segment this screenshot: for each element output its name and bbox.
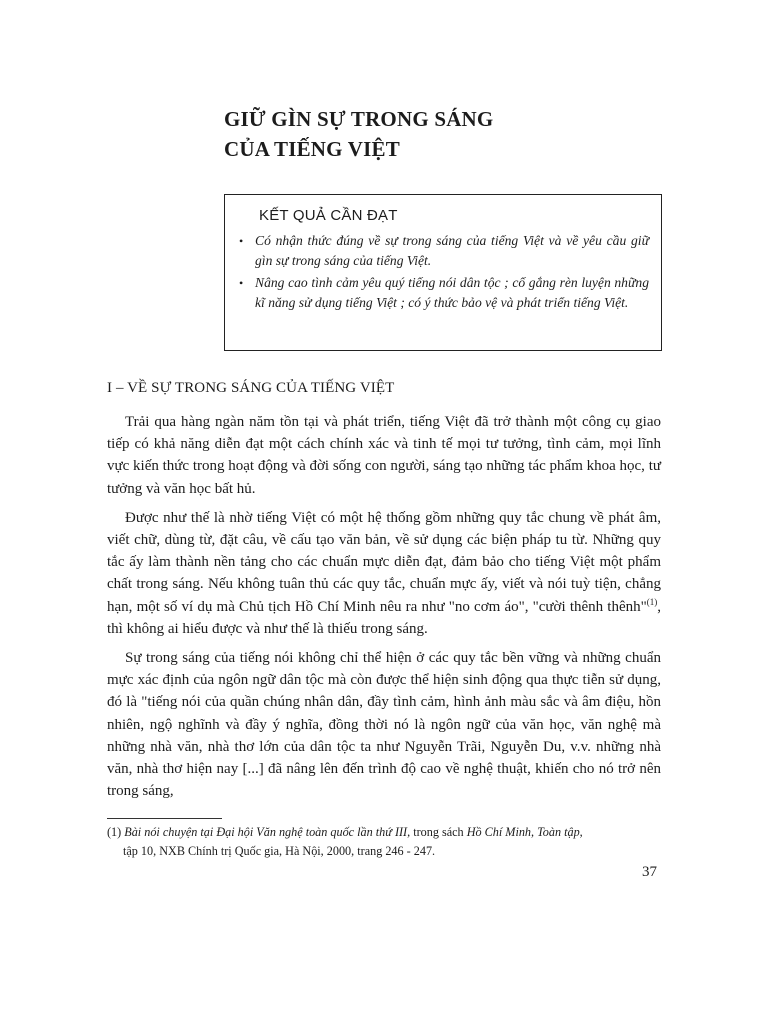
footnote-reference[interactable]: (1): [646, 596, 658, 607]
learning-goals-heading: KẾT QUẢ CẦN ĐẠT: [259, 207, 398, 224]
learning-goal-text: Có nhận thức đúng về sự trong sáng của tiếng Việt và về yêu cầu giữ gìn sự trong sáng của tiếng Việt.: [255, 233, 649, 268]
footnote-book-title: Hồ Chí Minh, Toàn tập,: [466, 825, 583, 839]
learning-goals-box: [224, 194, 662, 351]
footnote-connector: trong sách: [410, 825, 467, 839]
footnote-speech-title: Bài nói chuyện tại Đại hội Văn nghệ toàn quốc lần thứ III,: [124, 825, 411, 839]
chapter-title-line-2: CỦA TIẾNG VIỆT: [224, 137, 400, 161]
paragraph-2-main: Được như thế là nhờ tiếng Việt có một hệ thống gồm những quy tắc chung về phát âm, viết chữ, dùng từ, đặt câu, về cấu tạo văn bản, về sử dụng các biện pháp tu từ. Những quy tắc ấy làm thành nền tảng cho các chuẩn mực diễn đạt, đảm bảo cho tiếng Việt một phẩm chất trong sáng. Nếu không tuân thủ các quy tắc, chuẩn mực ấy, viết và nói tuỳ tiện, chẳng hạn, một số ví dụ mà Chủ tịch Hồ Chí Minh nêu ra như "no cơm áo", "cười thênh thênh": [107, 509, 661, 615]
body-text: [107, 411, 661, 809]
footnote: [107, 823, 661, 861]
paragraph-1: Trải qua hàng ngàn năm tồn tại và phát triển, tiếng Việt đã trở thành một công cụ giao tiếp có khả năng diễn đạt một cách chính xác và tinh tế mọi tư tưởng, tình cảm, mọi lĩnh vực kiến thức trong hoạt động và đời sống con người, sáng tạo những tác phẩm khoa học, tư tưởng và văn học bất hủ.: [107, 414, 661, 497]
learning-goals-list: [239, 231, 649, 313]
learning-goal-item: [239, 273, 649, 313]
paragraph-2-tail: , thì không ai hiểu được và như thế là thiếu trong sáng.: [107, 598, 661, 637]
paragraph-2: [107, 507, 661, 640]
bullet-icon: •: [239, 234, 244, 248]
chapter-title-line-1: GIỮ GÌN SỰ TRONG SÁNG: [224, 107, 494, 131]
learning-goal-item: [239, 231, 649, 271]
section-heading: I – VỀ SỰ TRONG SÁNG CỦA TIẾNG VIỆT: [107, 380, 395, 396]
footnote-line-1: [107, 823, 661, 842]
learning-goal-text: Nâng cao tình cảm yêu quý tiếng nói dân tộc ; cố gắng rèn luyện những kĩ năng sử dụng tiếng Việt ; có ý thức bảo vệ và phát triển tiếng Việt.: [255, 275, 649, 310]
footnote-divider: [107, 818, 222, 819]
footnote-line-2: tập 10, NXB Chính trị Quốc gia, Hà Nội, 2000, trang 246 - 247.: [123, 844, 436, 858]
chapter-title: [224, 104, 493, 164]
footnote-marker: (1): [107, 825, 122, 839]
bullet-icon: •: [239, 276, 244, 290]
page-number: 37: [642, 864, 657, 880]
paragraph-3: Sự trong sáng của tiếng nói không chỉ thể hiện ở các quy tắc bền vững và những chuẩn mực xác định của ngôn ngữ dân tộc mà còn được thể hiện sinh động qua thực tiễn sử dụng, đó là "tiếng nói của quần chúng nhân dân, đầy tình cảm, hình ảnh màu sắc và âm điệu, hồn nhiên, ngộ nghĩnh và đầy ý nghĩa, đồng thời nó là ngôn ngữ của văn học, văn nghệ mà những nhà văn, nhà thơ lớn của dân tộc ta như Nguyễn Trãi, Nguyễn Du, v.v. những nhà văn, nhà thơ hiện nay [...] đã nâng lên đến trình độ cao về nghệ thuật, khiến cho nó trở nên trong sáng,: [107, 650, 661, 800]
